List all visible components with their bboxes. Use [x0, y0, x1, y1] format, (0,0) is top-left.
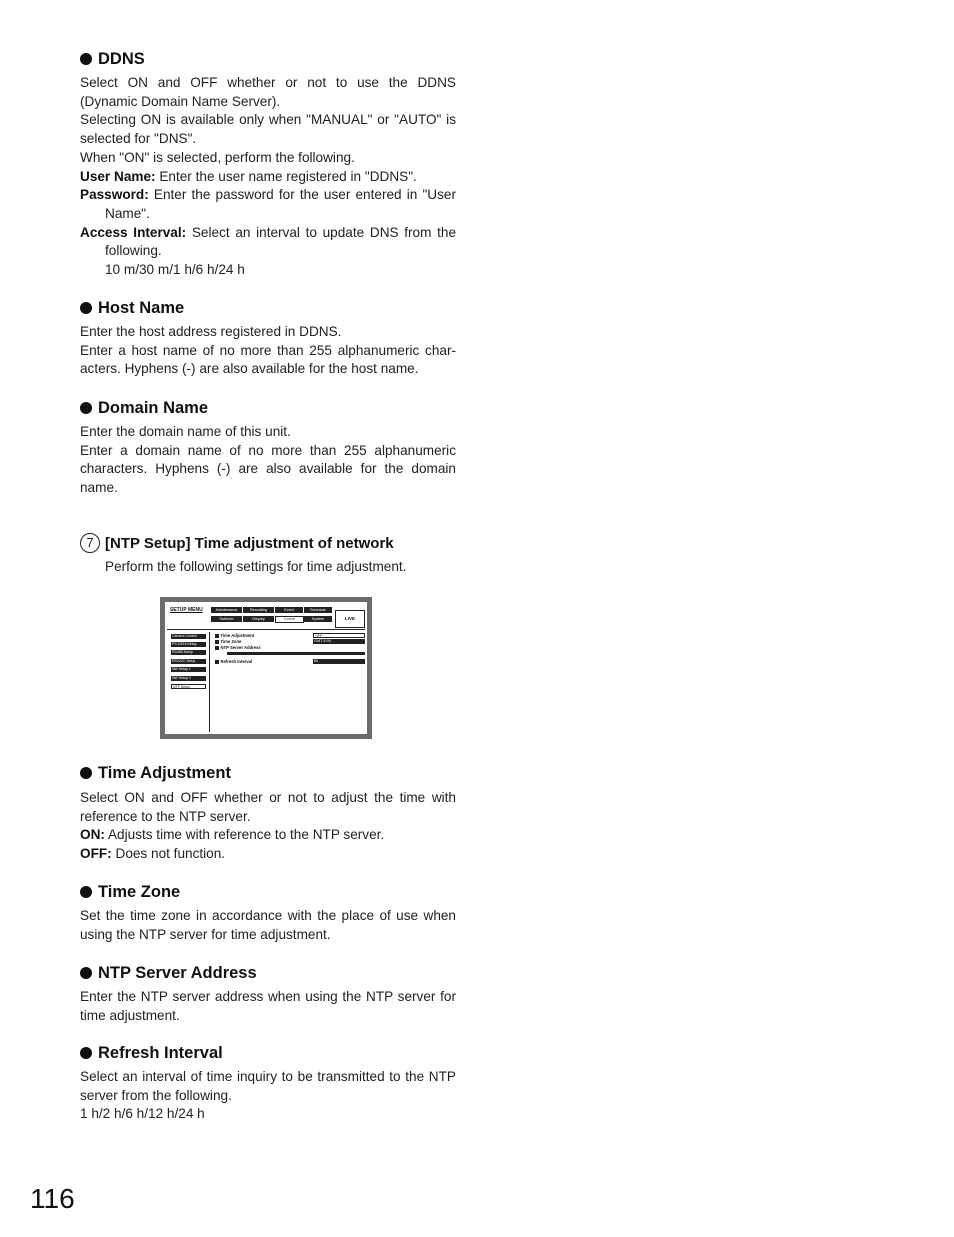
refresh-interval-body	[80, 1068, 456, 1124]
bullet-icon	[80, 886, 92, 898]
ddns-p2: Selecting ON is available only when "MANUAL" or "AUTO" is selected for "DNS".	[80, 112, 456, 147]
sidebar-item-nw-setup-2[interactable]: NW Setup 2	[171, 676, 206, 681]
setup-menu-screen	[165, 602, 367, 734]
ntp-server-address-input[interactable]	[227, 652, 365, 655]
time-zone-select[interactable]: GMT-5:00	[313, 639, 365, 644]
refresh-interval-select[interactable]: 6h	[313, 659, 365, 664]
tab-maintenance[interactable]: Maintenance	[211, 607, 242, 613]
tab-system[interactable]: System	[304, 616, 332, 622]
domain-p2: Enter a domain name of no more than 255 alphanumeric characters. Hyphens (-) are also available for the domain name.	[80, 442, 456, 496]
ntp-server-address-heading: NTP Server Address	[80, 964, 257, 983]
sidebar-divider	[209, 632, 210, 732]
tab-schedule[interactable]: Schedule	[304, 607, 332, 613]
ntp-addr-p1: Enter the NTP server address when using the NTP server for time adjustment.	[80, 989, 456, 1023]
sidebar-item-ps-data-setup[interactable]: PS·DATA Setup	[171, 642, 206, 647]
square-bullet-icon	[215, 640, 219, 644]
bullet-icon	[80, 402, 92, 414]
ddns-access-options: 10 m/30 m/1 h/6 h/24 h	[105, 262, 245, 278]
time-adj-off: OFF: Does not function.	[80, 846, 226, 862]
host-p1: Enter the host address registered in DDNS.	[80, 324, 342, 339]
row-refresh-interval: Refresh Interval	[215, 659, 252, 664]
time-zone-body	[80, 907, 456, 944]
domain-p1: Enter the domain name of this unit.	[80, 424, 291, 439]
host-name-heading: Host Name	[80, 299, 184, 318]
square-bullet-icon	[215, 646, 219, 650]
ddns-user-name: User Name: Enter the user name registered in "DDNS".	[80, 168, 417, 184]
tab-event[interactable]: Event	[275, 607, 303, 613]
page-number: 116	[30, 1183, 75, 1214]
time-adjustment-body	[80, 789, 456, 864]
host-p2: Enter a host name of no more than 255 alphanumeric char-acters. Hyphens (-) are also available for the host name.	[80, 342, 456, 377]
row-time-zone: Time Zone	[215, 639, 241, 644]
row-ntp-server-address: NTP Server Address	[215, 645, 261, 650]
ddns-p3: When "ON" is selected, perform the following.	[80, 149, 355, 165]
header-divider	[167, 629, 365, 630]
sidebar-item-nw-setup-1[interactable]: NW Setup 1	[171, 667, 206, 672]
sidebar-item-rs485-setup[interactable]: RS485 Setup	[171, 650, 206, 655]
domain-name-body	[80, 423, 456, 498]
tab-switcher[interactable]: Switcher	[211, 616, 242, 622]
refresh-options: 1 h/2 h/6 h/12 h/24 h	[80, 1106, 205, 1122]
setup-menu-screenshot	[160, 597, 372, 739]
step-number-icon: 7	[80, 533, 100, 553]
tab-recording[interactable]: Recording	[243, 607, 274, 613]
tab-display[interactable]: Display	[243, 616, 274, 622]
bullet-icon	[80, 1047, 92, 1059]
square-bullet-icon	[215, 660, 219, 664]
step-description: Perform the following settings for time adjustment.	[105, 559, 407, 574]
bullet-icon	[80, 967, 92, 979]
bullet-icon	[80, 767, 92, 779]
sidebar-item-rs232c-setup[interactable]: RS232C Setup	[171, 659, 206, 664]
time-adjustment-select[interactable]: OFF	[313, 633, 365, 638]
sidebar-item-camera-control[interactable]: Camera Control	[171, 634, 206, 639]
time-adjustment-heading: Time Adjustment	[80, 764, 231, 783]
ddns-heading: DDNS	[80, 50, 145, 69]
ddns-access-interval: Access Interval: Select an interval to update DNS from the following.	[80, 224, 457, 259]
sidebar-item-ntp-setup[interactable]: NTP Setup	[171, 684, 206, 689]
time-zone-p1: Set the time zone in accordance with the place of use when using the NTP server for time adjustment.	[80, 908, 456, 942]
setup-menu-title: SETUP MENU	[170, 607, 203, 613]
ddns-body	[80, 74, 456, 280]
host-name-body	[80, 323, 456, 379]
step-title: [NTP Setup] Time adjustment of network	[105, 535, 394, 552]
ntp-server-address-body	[80, 988, 456, 1025]
domain-name-heading: Domain Name	[80, 399, 208, 418]
time-zone-heading: Time Zone	[80, 883, 180, 902]
refresh-p1: Select an interval of time inquiry to be transmitted to the NTP server from the following.	[80, 1069, 456, 1103]
square-bullet-icon	[215, 634, 219, 638]
time-adj-on: ON: Adjusts time with reference to the NTP server.	[80, 827, 385, 843]
bullet-icon	[80, 53, 92, 65]
time-adj-p1: Select ON and OFF whether or not to adjust the time with reference to the NTP server.	[80, 790, 456, 824]
bullet-icon	[80, 302, 92, 314]
refresh-interval-heading: Refresh Interval	[80, 1044, 223, 1063]
tab-comm[interactable]: Comm	[275, 616, 304, 623]
live-button[interactable]: LIVE	[335, 610, 365, 628]
row-time-adjustment: Time Adjustment	[215, 633, 254, 638]
ddns-p1: Select ON and OFF whether or not to use the DDNS (Dynamic Domain Name Server).	[80, 75, 456, 109]
ddns-password: Password: Enter the password for the user entered in "User Name".	[80, 187, 456, 221]
